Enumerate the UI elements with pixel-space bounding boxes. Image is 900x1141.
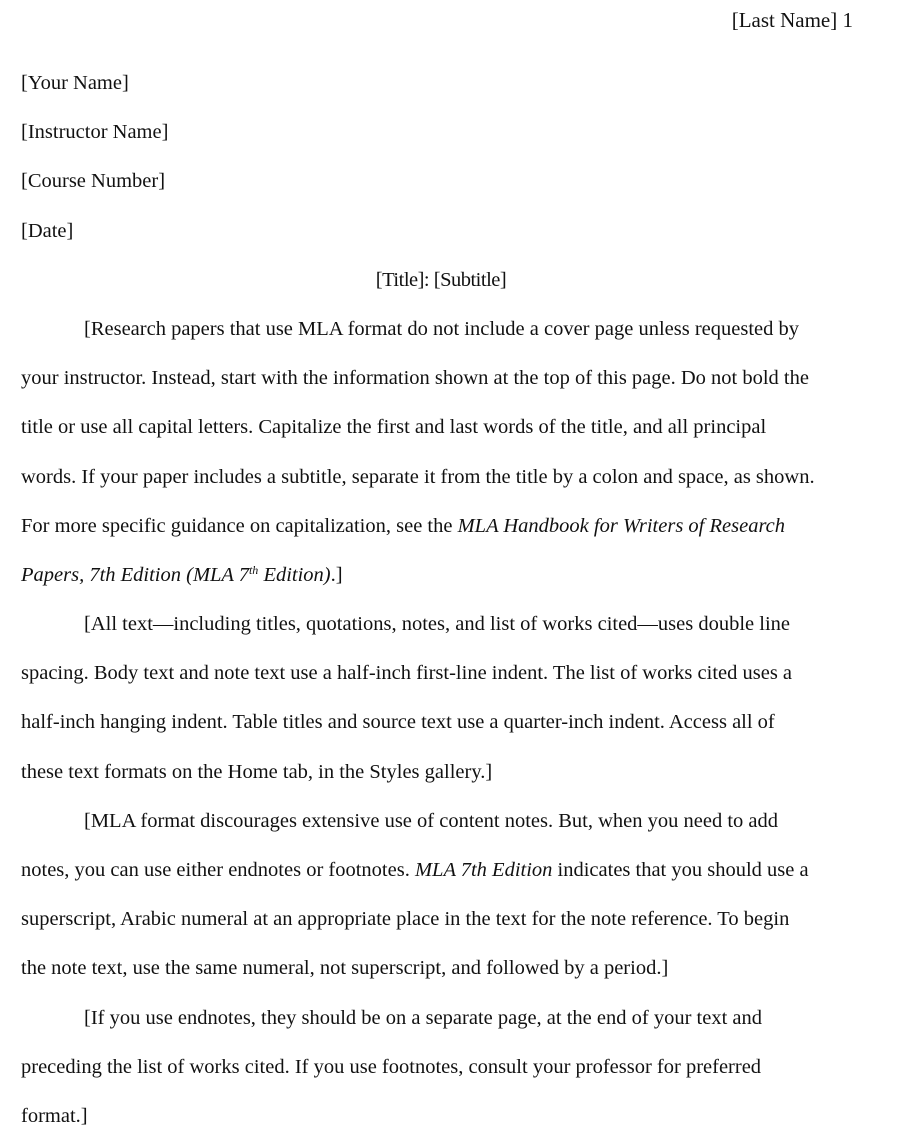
paragraph-line: your instructor. Instead, start with the information shown at the top of this page. Do not bold the: [21, 367, 809, 390]
paragraph-line: [MLA format discourages extensive use of content notes. But, when you need to add: [84, 809, 778, 832]
paragraph-text: notes, you can use either endnotes or footnotes.: [21, 859, 415, 881]
paragraph-endnotes: [21, 994, 861, 1141]
paragraph-line: these text formats on the Home tab, in the Styles gallery.]: [21, 760, 493, 783]
paragraph-line: words. If your paper includes a subtitle, separate it from the title by a colon and space, as shown.: [21, 465, 815, 488]
paragraph-line: [If you use endnotes, they should be on a separate page, at the end of your text and: [84, 1006, 762, 1029]
book-title-italic: MLA Handbook for Writers of Research: [457, 514, 786, 537]
document-body: [21, 59, 861, 1141]
paragraph-line-spacing: [21, 600, 861, 797]
instructor-name: [Instructor Name]: [21, 121, 169, 144]
superscript-th: th: [248, 562, 259, 577]
paragraph-line: title or use all capital letters. Capitalize the first and last words of the title, and all principal: [21, 416, 767, 439]
paragraph-line: format.]: [21, 1104, 88, 1127]
paragraph-line: [21, 502, 861, 551]
paragraph-line: spacing. Body text and note text use a half-inch first-line indent. The list of works cited uses a: [21, 662, 793, 685]
paragraph-line: preceding the list of works cited. If you use footnotes, consult your professor for preferred: [21, 1055, 762, 1078]
book-title-part: Papers, 7th Edition (MLA 7: [21, 563, 249, 586]
paragraph-content-notes: [21, 797, 861, 994]
book-title-italic: [21, 564, 331, 586]
paper-date: [Date]: [21, 219, 74, 242]
paragraph-line: [21, 551, 861, 600]
author-name: [Your Name]: [21, 72, 129, 94]
paper-title: [Title]: [Subtitle]: [375, 268, 507, 291]
paragraph-line: half-inch hanging indent. Table titles and source text use a quarter-inch indent. Access all of: [21, 711, 775, 734]
course-number: [Course Number]: [21, 170, 166, 193]
paragraph-line: [21, 846, 861, 895]
paragraph-line: superscript, Arabic numeral at an appropriate place in the text for the note reference. To begin: [21, 908, 790, 931]
book-title-part: Edition): [258, 563, 331, 586]
paragraph-cover-page: [21, 305, 861, 600]
edition-italic: MLA 7th Edition: [414, 859, 553, 881]
paragraph-line: [Research papers that use MLA format do not include a cover page unless requested by: [84, 317, 799, 340]
paragraph-line: [All text—including titles, quotations, notes, and list of works cited—uses double line: [84, 613, 791, 636]
paragraph-text: For more specific guidance on capitalization, see the: [21, 514, 458, 537]
paragraph-text: indicates that you should use a: [552, 859, 809, 881]
running-head: [Last Name] 1: [731, 8, 853, 32]
paragraph-text: .]: [330, 563, 343, 586]
paragraph-line: the note text, use the same numeral, not superscript, and followed by a period.]: [21, 957, 669, 980]
